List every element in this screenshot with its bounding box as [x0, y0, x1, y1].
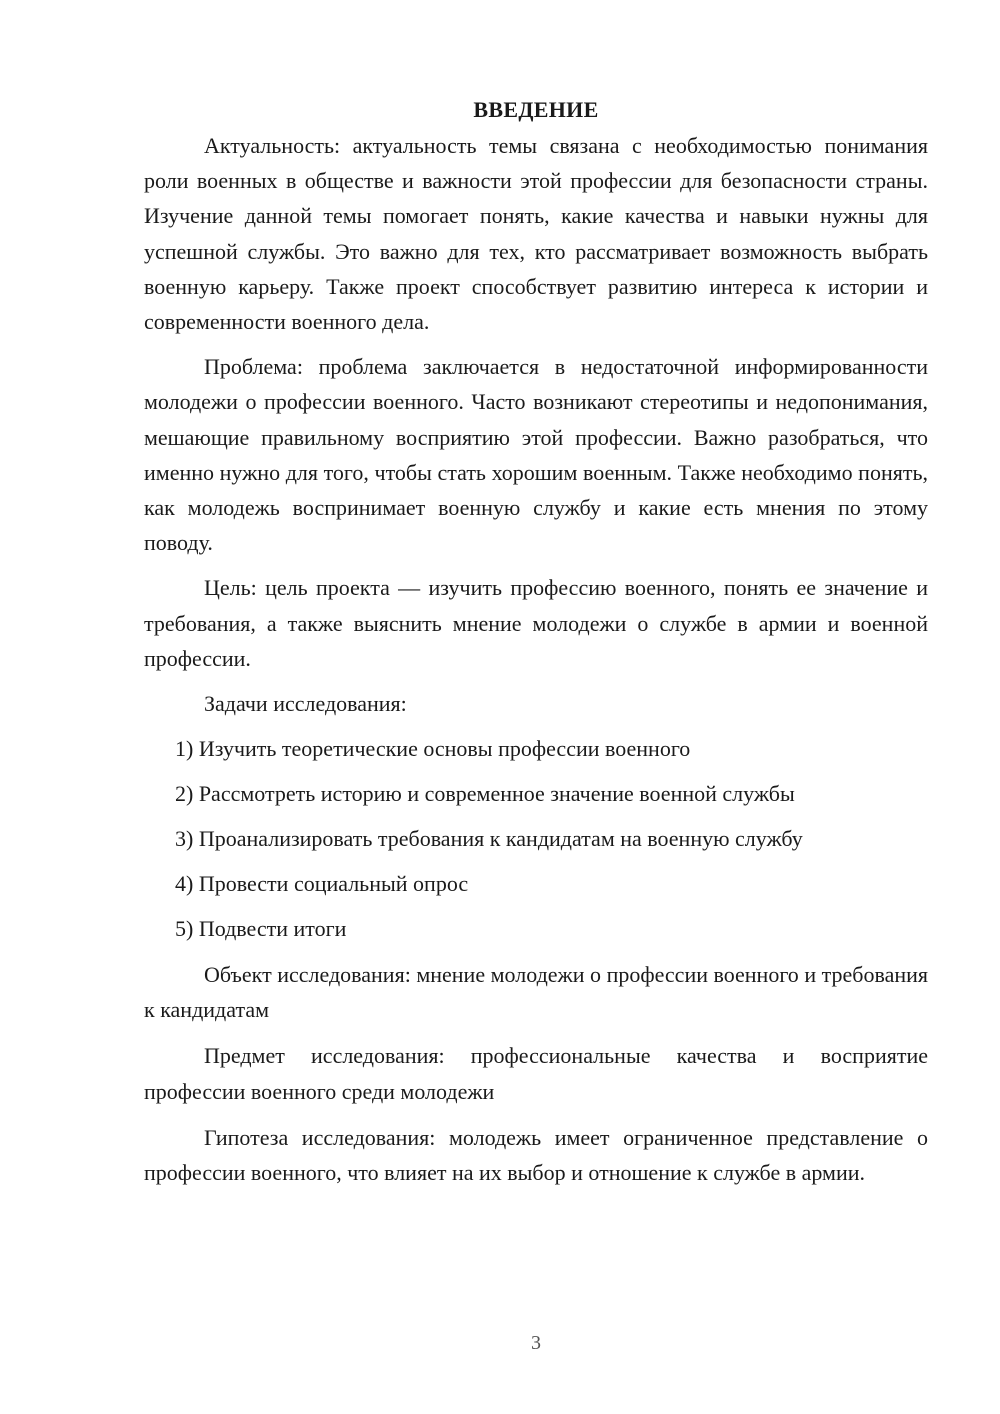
list-item: 5) Подвести итоги — [175, 916, 347, 942]
document-page — [144, 92, 928, 1190]
paragraph-object: Объект исследования: мнение молодежи о профессии военного и требования к кандидатам — [144, 962, 928, 1023]
tasks-list — [144, 731, 928, 946]
page-title: ВВЕДЕНИЕ — [473, 97, 599, 122]
list-item: 3) Проанализировать требования к кандидатам на военную службу — [175, 826, 803, 852]
list-item: 2) Рассмотреть историю и современное значение военной службы — [175, 781, 795, 807]
paragraph-problem: Проблема: проблема заключается в недостаточной информированности молодежи о профессии военного. Часто возникают стереотипы и недопонимания, мешающие правильному восприятию этой профессии. Важно разобраться, что именно нужно для того, чтобы стать хорошим военным. Также необходимо понять, как молодежь воспринимает военную службу и какие есть мнения по этому поводу. — [144, 354, 928, 556]
paragraph-goal: Цель: цель проекта — изучить профессию военного, понять ее значение и требования, а также выяснить мнение молодежи о службе в армии и военной профессии. — [144, 575, 928, 671]
list-item: 4) Провести социальный опрос — [175, 871, 469, 897]
paragraph-hypothesis: Гипотеза исследования: молодежь имеет ограниченное представление о профессии военного, что влияет на их выбор и отношение к службе в армии. — [144, 1124, 928, 1186]
page-number: 3 — [531, 1332, 541, 1354]
list-item: 1) Изучить теоретические основы профессии военного — [175, 736, 691, 762]
paragraph-subject: Предмет исследования: профессиональные качества и восприятие профессии военного среди молодежи — [144, 1043, 928, 1104]
tasks-heading: Задачи исследования: — [204, 691, 407, 717]
paragraph-relevance: Актуальность: актуальность темы связана с необходимостью понимания роли военных в обществе и важности этой профессии для безопасности страны. Изучение данной темы помогает понять, какие качества и навыки нужны для успешной службы. Это важно для тех, кто рассматривает возможность выбрать военную карьеру. Также проект способствует развитию интереса к истории и современности военного дела. — [144, 133, 928, 335]
